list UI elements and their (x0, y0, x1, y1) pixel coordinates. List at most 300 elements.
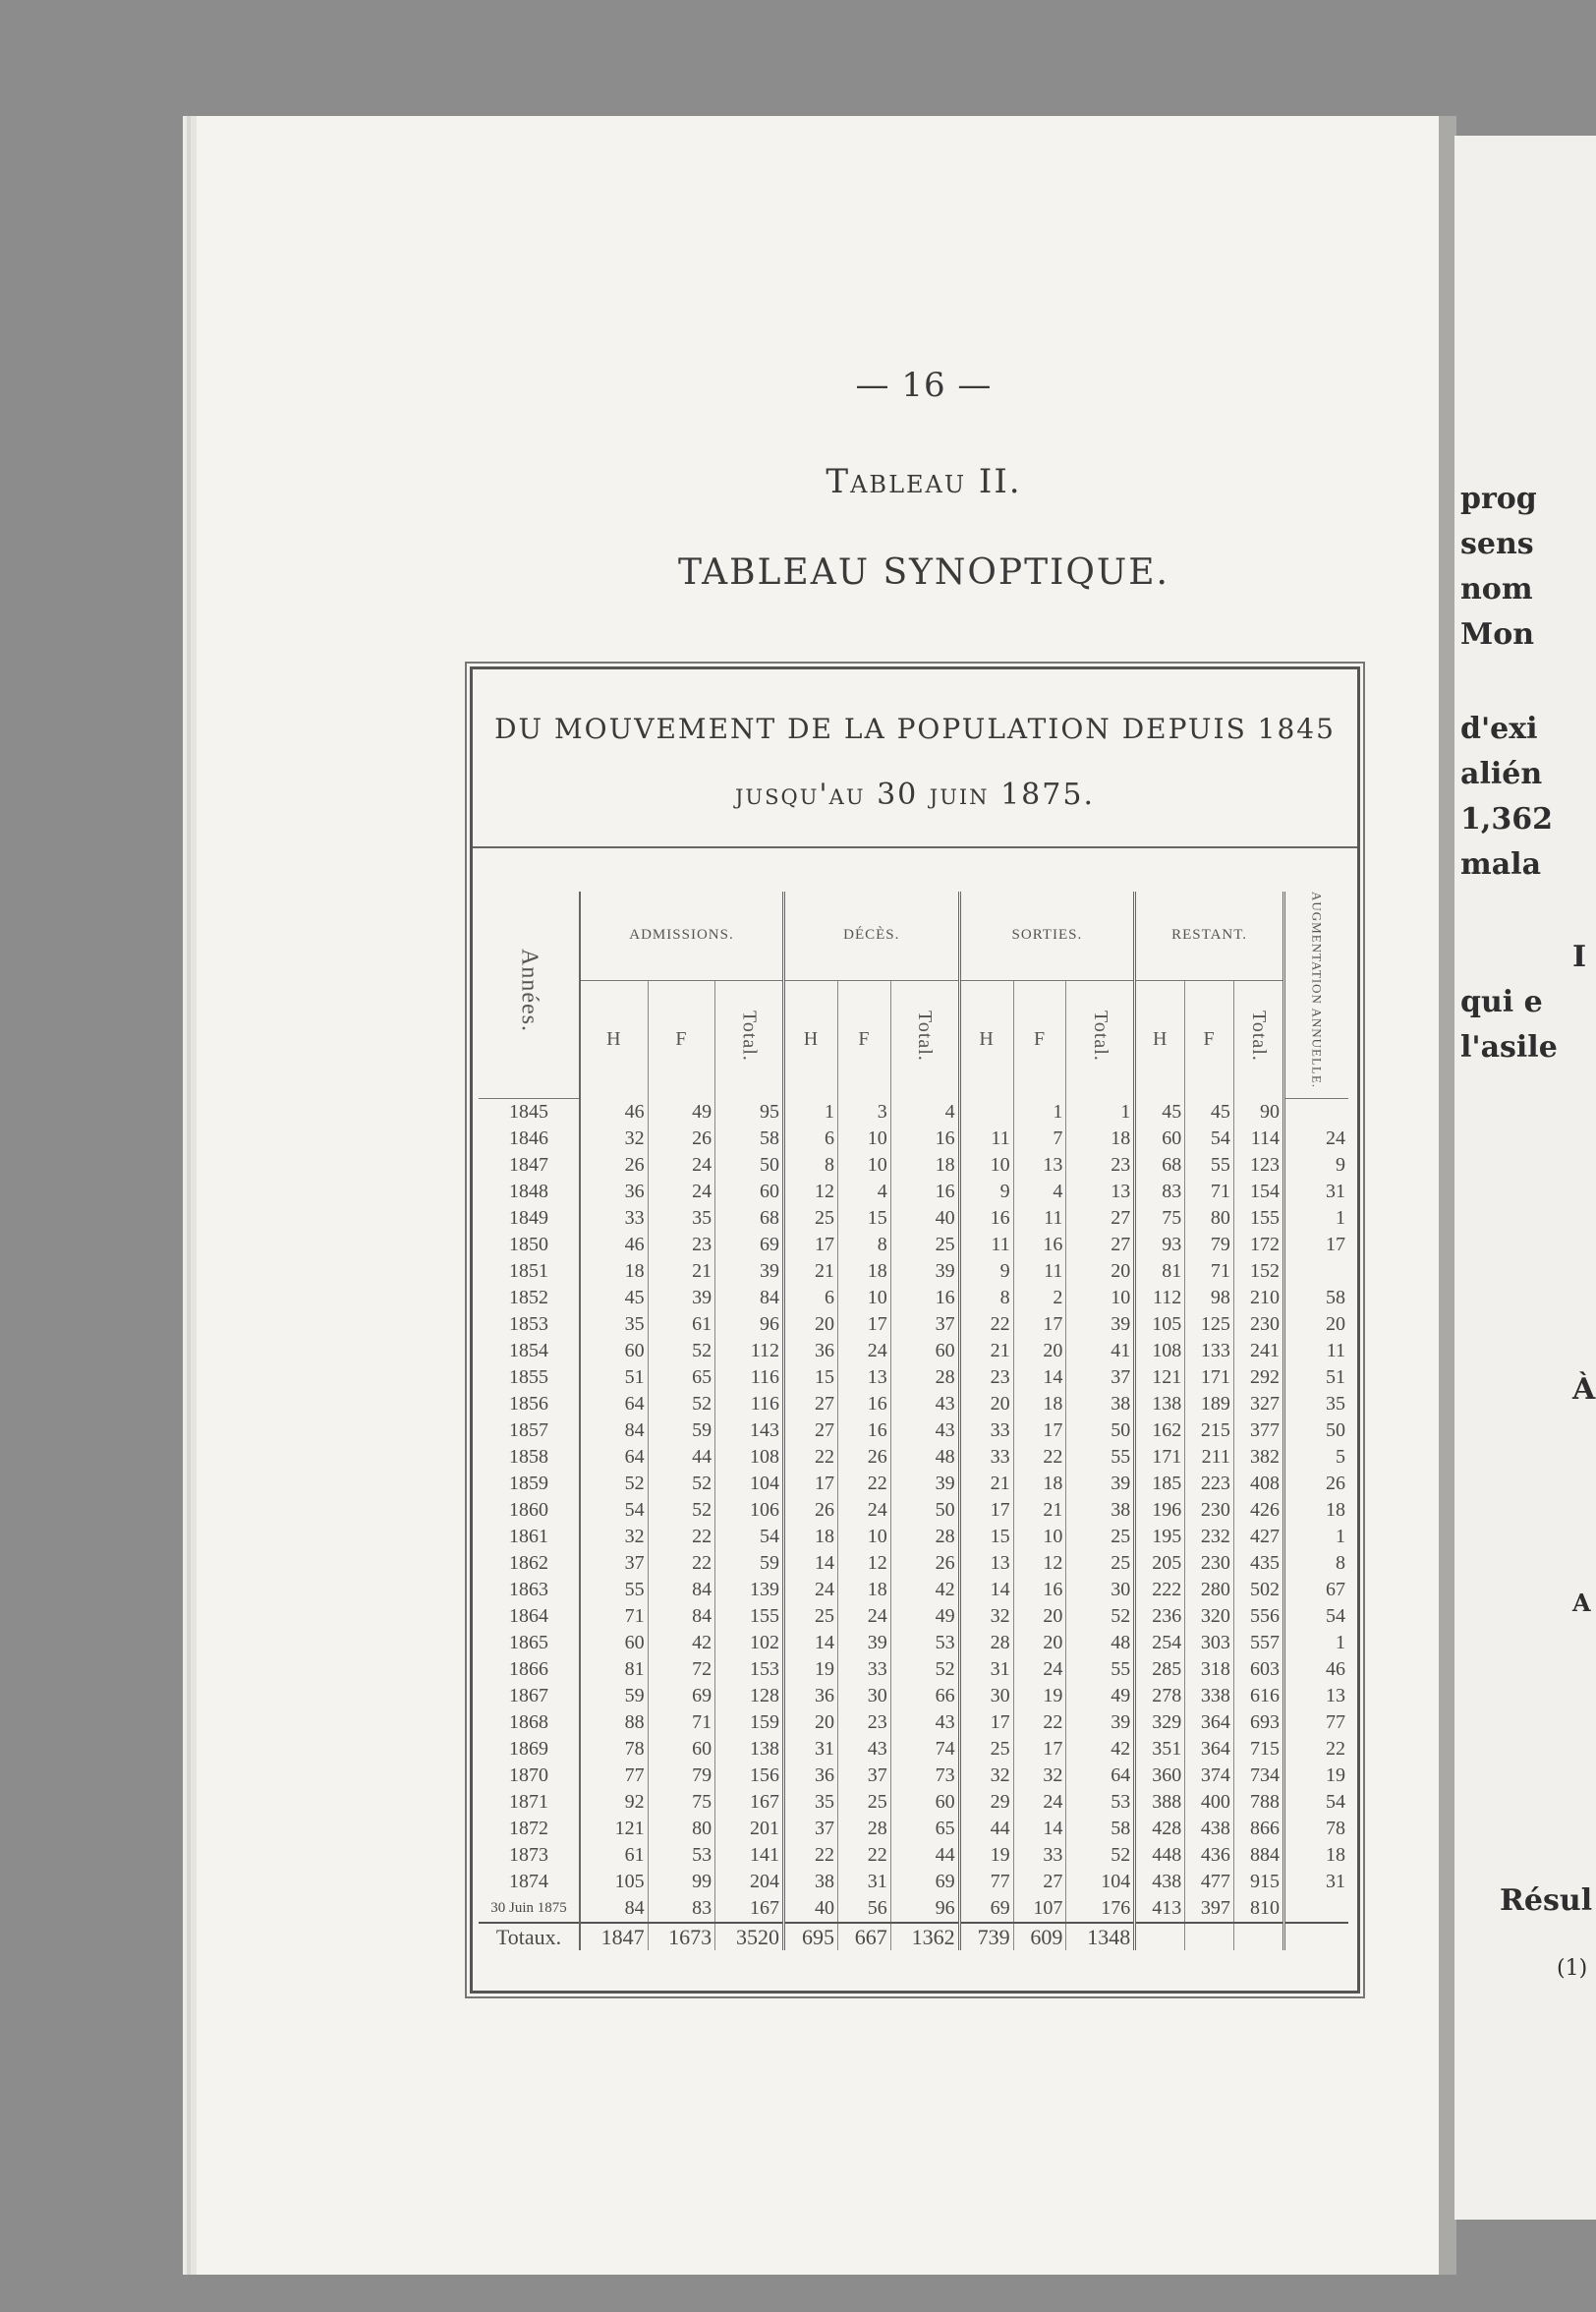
sorties-total-cell: 37 (1066, 1364, 1135, 1391)
sorties-total-cell: 41 (1066, 1338, 1135, 1364)
restant-total-cell: 426 (1233, 1497, 1283, 1524)
sorties-f-cell: 19 (1013, 1683, 1066, 1709)
total-header: Total. (715, 980, 784, 1099)
restant-h-cell: 45 (1135, 1099, 1185, 1127)
sorties-h-cell: 77 (959, 1869, 1013, 1895)
restant-total-cell: 616 (1233, 1683, 1283, 1709)
table-row (479, 1683, 1348, 1709)
admissions-h-cell: 84 (580, 1417, 648, 1444)
sorties-total-cell: 55 (1066, 1444, 1135, 1471)
table-row (479, 1869, 1348, 1895)
sorties-h-cell: 28 (959, 1630, 1013, 1656)
year-cell: 1873 (479, 1842, 580, 1869)
year-cell: 1871 (479, 1789, 580, 1816)
admissions-f-cell: 75 (648, 1789, 714, 1816)
deces-total-cell: 37 (890, 1311, 959, 1338)
restant-total-cell: 866 (1233, 1816, 1283, 1842)
sorties-f-cell: 20 (1013, 1630, 1066, 1656)
sorties-total-cell: 55 (1066, 1656, 1135, 1683)
deces-h-cell: 22 (783, 1444, 837, 1471)
sorties-h-cell: 32 (959, 1763, 1013, 1789)
sorties-total-cell: 52 (1066, 1603, 1135, 1630)
deces-f-cell: 43 (838, 1736, 891, 1763)
admissions-h-cell: 37 (580, 1550, 648, 1577)
deces-f-cell: 10 (838, 1285, 891, 1311)
table-row (479, 1364, 1348, 1391)
deces-h-cell: 26 (783, 1497, 837, 1524)
sorties-total-cell: 13 (1066, 1179, 1135, 1205)
right-fragment: Résul (1500, 1883, 1593, 1918)
year-cell: 1862 (479, 1550, 580, 1577)
sorties-total-cell: 52 (1066, 1842, 1135, 1869)
deces-h-cell: 20 (783, 1709, 837, 1736)
right-fragment: nom (1460, 572, 1533, 607)
table-row (479, 1126, 1348, 1152)
right-fragment: A (1572, 1589, 1591, 1617)
admissions-h-cell: 26 (580, 1152, 648, 1179)
deces-f-cell: 26 (838, 1444, 891, 1471)
table-subheading: TABLEAU SYNOPTIQUE. (678, 552, 1169, 593)
deces-f-cell: 16 (838, 1391, 891, 1417)
sorties-h-cell: 44 (959, 1816, 1013, 1842)
sorties-h-cell: 30 (959, 1683, 1013, 1709)
restant-total-cell: 377 (1233, 1417, 1283, 1444)
table-heading: Tableau II. (826, 462, 1022, 501)
f-header: F (1185, 980, 1234, 1099)
year-cell: 1863 (479, 1577, 580, 1603)
admissions-f-cell: 21 (648, 1258, 714, 1285)
sorties-h-cell: 17 (959, 1497, 1013, 1524)
restant-total-total-cell (1233, 1923, 1283, 1950)
admissions-h-cell: 46 (580, 1232, 648, 1258)
year-cell: 1849 (479, 1205, 580, 1232)
sorties-f-cell: 16 (1013, 1232, 1066, 1258)
admissions-total-cell: 204 (715, 1869, 784, 1895)
restant-h-cell: 413 (1135, 1895, 1185, 1923)
table-row (479, 1816, 1348, 1842)
sorties-h-cell: 20 (959, 1391, 1013, 1417)
restant-h-cell: 108 (1135, 1338, 1185, 1364)
year-cell: 1857 (479, 1417, 580, 1444)
restant-f-cell: 280 (1185, 1577, 1234, 1603)
sorties-h-cell: 21 (959, 1338, 1013, 1364)
augmentation-cell: 18 (1326, 1499, 1345, 1522)
deces-h-cell: 8 (783, 1152, 837, 1179)
sorties-h-cell: 29 (959, 1789, 1013, 1816)
deces-total-cell: 16 (890, 1179, 959, 1205)
year-cell: 1854 (479, 1338, 580, 1364)
admissions-f-cell: 24 (648, 1152, 714, 1179)
year-cell: 1865 (479, 1630, 580, 1656)
augmentation-cell: 8 (1336, 1552, 1345, 1575)
admissions-total-cell: 139 (715, 1577, 784, 1603)
admissions-h-cell: 32 (580, 1524, 648, 1550)
year-cell: 1848 (479, 1179, 580, 1205)
restant-h-cell: 285 (1135, 1656, 1185, 1683)
year-cell: 1866 (479, 1656, 580, 1683)
year-cell: 1856 (479, 1391, 580, 1417)
year-cell: 1847 (479, 1152, 580, 1179)
admissions-f-cell: 42 (648, 1630, 714, 1656)
year-cell: 1860 (479, 1497, 580, 1524)
augmentation-cell: 31 (1326, 1871, 1345, 1893)
sorties-h-cell: 33 (959, 1444, 1013, 1471)
restant-h-cell: 196 (1135, 1497, 1185, 1524)
sorties-f-cell: 32 (1013, 1763, 1066, 1789)
right-fragment: qui e (1460, 985, 1543, 1019)
sorties-h-cell: 16 (959, 1205, 1013, 1232)
deces-f-cell: 17 (838, 1311, 891, 1338)
deces-total-cell: 48 (890, 1444, 959, 1471)
table-row (479, 1603, 1348, 1630)
right-fragment: l'asile (1460, 1030, 1558, 1065)
table-row (479, 1736, 1348, 1763)
deces-total-cell: 26 (890, 1550, 959, 1577)
table-caption-line1: DU MOUVEMENT DE LA POPULATION DEPUIS 1845 (494, 713, 1336, 745)
augmentation-cell: 22 (1326, 1738, 1345, 1761)
deces-f-cell: 12 (838, 1550, 891, 1577)
augmentation-cell: 58 (1326, 1287, 1345, 1309)
sorties-f-cell: 22 (1013, 1709, 1066, 1736)
sorties-f-cell: 12 (1013, 1550, 1066, 1577)
admissions-h-cell: 32 (580, 1126, 648, 1152)
augmentation-cell: 67 (1326, 1579, 1345, 1601)
admissions-total-cell: 102 (715, 1630, 784, 1656)
admissions-f-cell: 23 (648, 1232, 714, 1258)
restant-f-cell: 211 (1185, 1444, 1234, 1471)
restant-h-cell: 138 (1135, 1391, 1185, 1417)
table-row (479, 1630, 1348, 1656)
restant-f-cell: 436 (1185, 1842, 1234, 1869)
augmentation-cell: 54 (1326, 1605, 1345, 1628)
total-header: Total. (1233, 980, 1283, 1099)
deces-h-cell: 36 (783, 1763, 837, 1789)
deces-total-cell: 40 (890, 1205, 959, 1232)
admissions-h-cell: 92 (580, 1789, 648, 1816)
augmentation-cell: 78 (1326, 1818, 1345, 1840)
year-cell: 1852 (479, 1285, 580, 1311)
deces-f-cell: 10 (838, 1126, 891, 1152)
sorties-f-cell: 11 (1013, 1205, 1066, 1232)
admissions-h-total-cell: 1847 (580, 1923, 648, 1950)
deces-total-cell: 52 (890, 1656, 959, 1683)
table-row (479, 1763, 1348, 1789)
sorties-f-cell: 10 (1013, 1524, 1066, 1550)
sorties-total-cell: 39 (1066, 1709, 1135, 1736)
deces-total-cell: 74 (890, 1736, 959, 1763)
augmentation-total-cell (1284, 1923, 1349, 1950)
right-fragment: d'exi (1460, 712, 1538, 746)
augmentation-cell: 54 (1326, 1791, 1345, 1814)
sorties-f-cell: 17 (1013, 1736, 1066, 1763)
restant-f-cell: 215 (1185, 1417, 1234, 1444)
restant-h-cell: 222 (1135, 1577, 1185, 1603)
right-fragment: (1) (1557, 1956, 1588, 1981)
deces-total-cell: 69 (890, 1869, 959, 1895)
deces-h-cell: 17 (783, 1232, 837, 1258)
augmentation-cell: 9 (1336, 1154, 1345, 1177)
sorties-total-cell: 176 (1066, 1895, 1135, 1923)
sorties-f-cell: 14 (1013, 1364, 1066, 1391)
admissions-h-cell: 88 (580, 1709, 648, 1736)
deces-total-cell: 60 (890, 1789, 959, 1816)
year-cell: 1851 (479, 1258, 580, 1285)
deces-total-cell: 96 (890, 1895, 959, 1923)
admissions-h-cell: 36 (580, 1179, 648, 1205)
right-fragment: sens (1460, 527, 1534, 561)
augmentation-cell: 1 (1336, 1632, 1345, 1654)
restant-total-cell: 435 (1233, 1550, 1283, 1577)
sorties-h-cell: 19 (959, 1842, 1013, 1869)
year-cell: 1864 (479, 1603, 580, 1630)
deces-f-cell: 22 (838, 1842, 891, 1869)
admissions-total-cell: 69 (715, 1232, 784, 1258)
deces-h-cell: 14 (783, 1630, 837, 1656)
year-cell: 1845 (479, 1099, 580, 1127)
sorties-h-cell: 22 (959, 1311, 1013, 1338)
sorties-f-cell: 27 (1013, 1869, 1066, 1895)
sorties-h-cell: 15 (959, 1524, 1013, 1550)
sorties-h-cell: 25 (959, 1736, 1013, 1763)
augmentation-cell: 11 (1326, 1340, 1345, 1362)
admissions-total-cell: 159 (715, 1709, 784, 1736)
restant-total-cell: 915 (1233, 1869, 1283, 1895)
restant-total-cell: 788 (1233, 1789, 1283, 1816)
sorties-total-cell: 27 (1066, 1205, 1135, 1232)
total-header: Total. (1066, 980, 1135, 1099)
restant-h-cell: 93 (1135, 1232, 1185, 1258)
admissions-h-cell: 45 (580, 1285, 648, 1311)
restant-h-cell: 68 (1135, 1152, 1185, 1179)
admissions-f-cell: 99 (648, 1869, 714, 1895)
restant-total-cell: 734 (1233, 1763, 1283, 1789)
restant-h-cell: 236 (1135, 1603, 1185, 1630)
restant-total-cell: 154 (1233, 1179, 1283, 1205)
year-cell: 1867 (479, 1683, 580, 1709)
deces-total-cell: 43 (890, 1391, 959, 1417)
sorties-total-total-cell: 1348 (1066, 1923, 1135, 1950)
deces-h-cell: 25 (783, 1603, 837, 1630)
table-row (479, 1152, 1348, 1179)
table-row (479, 1471, 1348, 1497)
admissions-h-cell: 46 (580, 1099, 648, 1127)
deces-total-cell: 43 (890, 1417, 959, 1444)
sub-header-row (479, 980, 1348, 1099)
sorties-f-cell: 18 (1013, 1471, 1066, 1497)
deces-f-cell: 31 (838, 1869, 891, 1895)
deces-f-cell: 18 (838, 1258, 891, 1285)
admissions-f-cell: 49 (648, 1099, 714, 1127)
deces-f-cell: 3 (838, 1099, 891, 1127)
h-header: H (580, 980, 648, 1099)
augmentation-cell: 46 (1326, 1658, 1345, 1681)
restant-h-cell: 448 (1135, 1842, 1185, 1869)
augmentation-cell: 18 (1326, 1844, 1345, 1867)
admissions-total-cell: 84 (715, 1285, 784, 1311)
deces-f-cell: 28 (838, 1816, 891, 1842)
restant-f-cell: 303 (1185, 1630, 1234, 1656)
admissions-total-cell: 112 (715, 1338, 784, 1364)
year-cell: 1872 (479, 1816, 580, 1842)
admissions-h-cell: 61 (580, 1842, 648, 1869)
admissions-h-cell: 52 (580, 1471, 648, 1497)
deces-total-cell: 28 (890, 1524, 959, 1550)
deces-h-cell: 21 (783, 1258, 837, 1285)
restant-h-cell: 329 (1135, 1709, 1185, 1736)
table-row (479, 1099, 1348, 1127)
deces-h-cell: 36 (783, 1338, 837, 1364)
augmentation-cell (1284, 1895, 1349, 1923)
admissions-h-cell: 51 (580, 1364, 648, 1391)
table-caption-line2: jusqu'au 30 juin 1875. (735, 778, 1095, 812)
deces-h-total-cell: 695 (783, 1923, 837, 1950)
sorties-total-cell: 49 (1066, 1683, 1135, 1709)
admissions-total-cell: 167 (715, 1789, 784, 1816)
restant-total-cell: 408 (1233, 1471, 1283, 1497)
sorties-f-cell: 20 (1013, 1603, 1066, 1630)
sorties-h-cell: 11 (959, 1126, 1013, 1152)
sorties-h-cell: 69 (959, 1895, 1013, 1923)
sorties-f-cell: 16 (1013, 1577, 1066, 1603)
admissions-total-cell: 116 (715, 1391, 784, 1417)
table-row (479, 1444, 1348, 1471)
admissions-h-cell: 54 (580, 1497, 648, 1524)
deces-total-cell: 42 (890, 1577, 959, 1603)
augmentation-cell (1284, 1258, 1349, 1285)
sorties-total-cell: 25 (1066, 1524, 1135, 1550)
sorties-f-cell: 22 (1013, 1444, 1066, 1471)
f-header: F (1013, 980, 1066, 1099)
restant-f-cell: 477 (1185, 1869, 1234, 1895)
sorties-total-cell: 20 (1066, 1258, 1135, 1285)
deces-total-cell: 49 (890, 1603, 959, 1630)
table-row (479, 1391, 1348, 1417)
admissions-total-cell: 54 (715, 1524, 784, 1550)
admissions-h-cell: 55 (580, 1577, 648, 1603)
restant-h-cell: 428 (1135, 1816, 1185, 1842)
augmentation-cell: 20 (1326, 1313, 1345, 1336)
deces-total-cell: 43 (890, 1709, 959, 1736)
deces-f-cell: 23 (838, 1709, 891, 1736)
deces-f-cell: 33 (838, 1656, 891, 1683)
admissions-f-cell: 80 (648, 1816, 714, 1842)
restant-total-cell: 327 (1233, 1391, 1283, 1417)
restant-f-cell: 55 (1185, 1152, 1234, 1179)
augmentation-cell: 51 (1326, 1366, 1345, 1389)
deces-h-cell: 17 (783, 1471, 837, 1497)
admissions-total-cell: 104 (715, 1471, 784, 1497)
h-header: H (1135, 980, 1185, 1099)
synoptic-table-frame (470, 666, 1360, 1994)
admissions-total-cell: 156 (715, 1763, 784, 1789)
restant-total-cell: 715 (1233, 1736, 1283, 1763)
table-row (479, 1497, 1348, 1524)
restant-f-cell: 338 (1185, 1683, 1234, 1709)
restant-total-cell: 502 (1233, 1577, 1283, 1603)
deces-h-cell: 22 (783, 1842, 837, 1869)
restant-h-cell: 388 (1135, 1789, 1185, 1816)
table-row (479, 1311, 1348, 1338)
restant-f-cell: 374 (1185, 1763, 1234, 1789)
deces-h-cell: 14 (783, 1550, 837, 1577)
restant-total-cell: 693 (1233, 1709, 1283, 1736)
table-row (479, 1709, 1348, 1736)
admissions-total-cell: 50 (715, 1152, 784, 1179)
restant-h-cell: 162 (1135, 1417, 1185, 1444)
admissions-f-cell: 65 (648, 1364, 714, 1391)
restant-f-cell: 320 (1185, 1603, 1234, 1630)
augmentation-cell (1284, 1099, 1349, 1127)
years-header: Années. (479, 892, 580, 1099)
deces-total-cell: 39 (890, 1258, 959, 1285)
deces-f-cell: 24 (838, 1338, 891, 1364)
restant-f-cell: 364 (1185, 1709, 1234, 1736)
sorties-f-cell: 14 (1013, 1816, 1066, 1842)
sorties-h-cell: 33 (959, 1417, 1013, 1444)
admissions-total-cell: 96 (715, 1311, 784, 1338)
restant-f-cell: 171 (1185, 1364, 1234, 1391)
augmentation-cell: 31 (1326, 1181, 1345, 1203)
augmentation-cell: 19 (1326, 1764, 1345, 1787)
restant-total-cell: 230 (1233, 1311, 1283, 1338)
restant-total-cell: 90 (1233, 1099, 1283, 1127)
sorties-total-cell: 39 (1066, 1471, 1135, 1497)
admissions-total-cell: 58 (715, 1126, 784, 1152)
restant-h-cell: 205 (1135, 1550, 1185, 1577)
sorties-total-cell: 38 (1066, 1497, 1135, 1524)
deces-f-cell: 25 (838, 1789, 891, 1816)
admissions-total-cell: 167 (715, 1895, 784, 1923)
restant-f-total-cell (1185, 1923, 1234, 1950)
admissions-h-cell: 59 (580, 1683, 648, 1709)
deces-f-cell: 24 (838, 1603, 891, 1630)
restant-h-cell: 60 (1135, 1126, 1185, 1152)
sorties-f-cell: 33 (1013, 1842, 1066, 1869)
restant-total-cell: 172 (1233, 1232, 1283, 1258)
restant-f-cell: 71 (1185, 1179, 1234, 1205)
admissions-total-cell: 116 (715, 1364, 784, 1391)
admissions-f-cell: 52 (648, 1391, 714, 1417)
restant-total-cell: 884 (1233, 1842, 1283, 1869)
admissions-total-cell: 153 (715, 1656, 784, 1683)
restant-f-cell: 230 (1185, 1497, 1234, 1524)
admissions-total-cell: 128 (715, 1683, 784, 1709)
restant-total-cell: 810 (1233, 1895, 1283, 1923)
year-cell: 1853 (479, 1311, 580, 1338)
deces-h-cell: 24 (783, 1577, 837, 1603)
sorties-f-cell: 2 (1013, 1285, 1066, 1311)
restant-f-cell: 133 (1185, 1338, 1234, 1364)
right-fragment: prog (1460, 482, 1537, 516)
admissions-total-cell: 95 (715, 1099, 784, 1127)
admissions-total-cell: 143 (715, 1417, 784, 1444)
table-row (479, 1232, 1348, 1258)
table-row (479, 1524, 1348, 1550)
deces-f-cell: 24 (838, 1497, 891, 1524)
deces-total-cell: 18 (890, 1152, 959, 1179)
admissions-f-cell: 52 (648, 1338, 714, 1364)
deces-total-cell: 16 (890, 1126, 959, 1152)
f-header: F (838, 980, 891, 1099)
table-body (479, 1099, 1348, 1924)
deces-total-cell: 50 (890, 1497, 959, 1524)
deces-h-cell: 37 (783, 1816, 837, 1842)
admissions-f-cell: 35 (648, 1205, 714, 1232)
year-cell: 1855 (479, 1364, 580, 1391)
admissions-total-total-cell: 3520 (715, 1923, 784, 1950)
restant-f-cell: 45 (1185, 1099, 1234, 1127)
admissions-total-cell: 108 (715, 1444, 784, 1471)
